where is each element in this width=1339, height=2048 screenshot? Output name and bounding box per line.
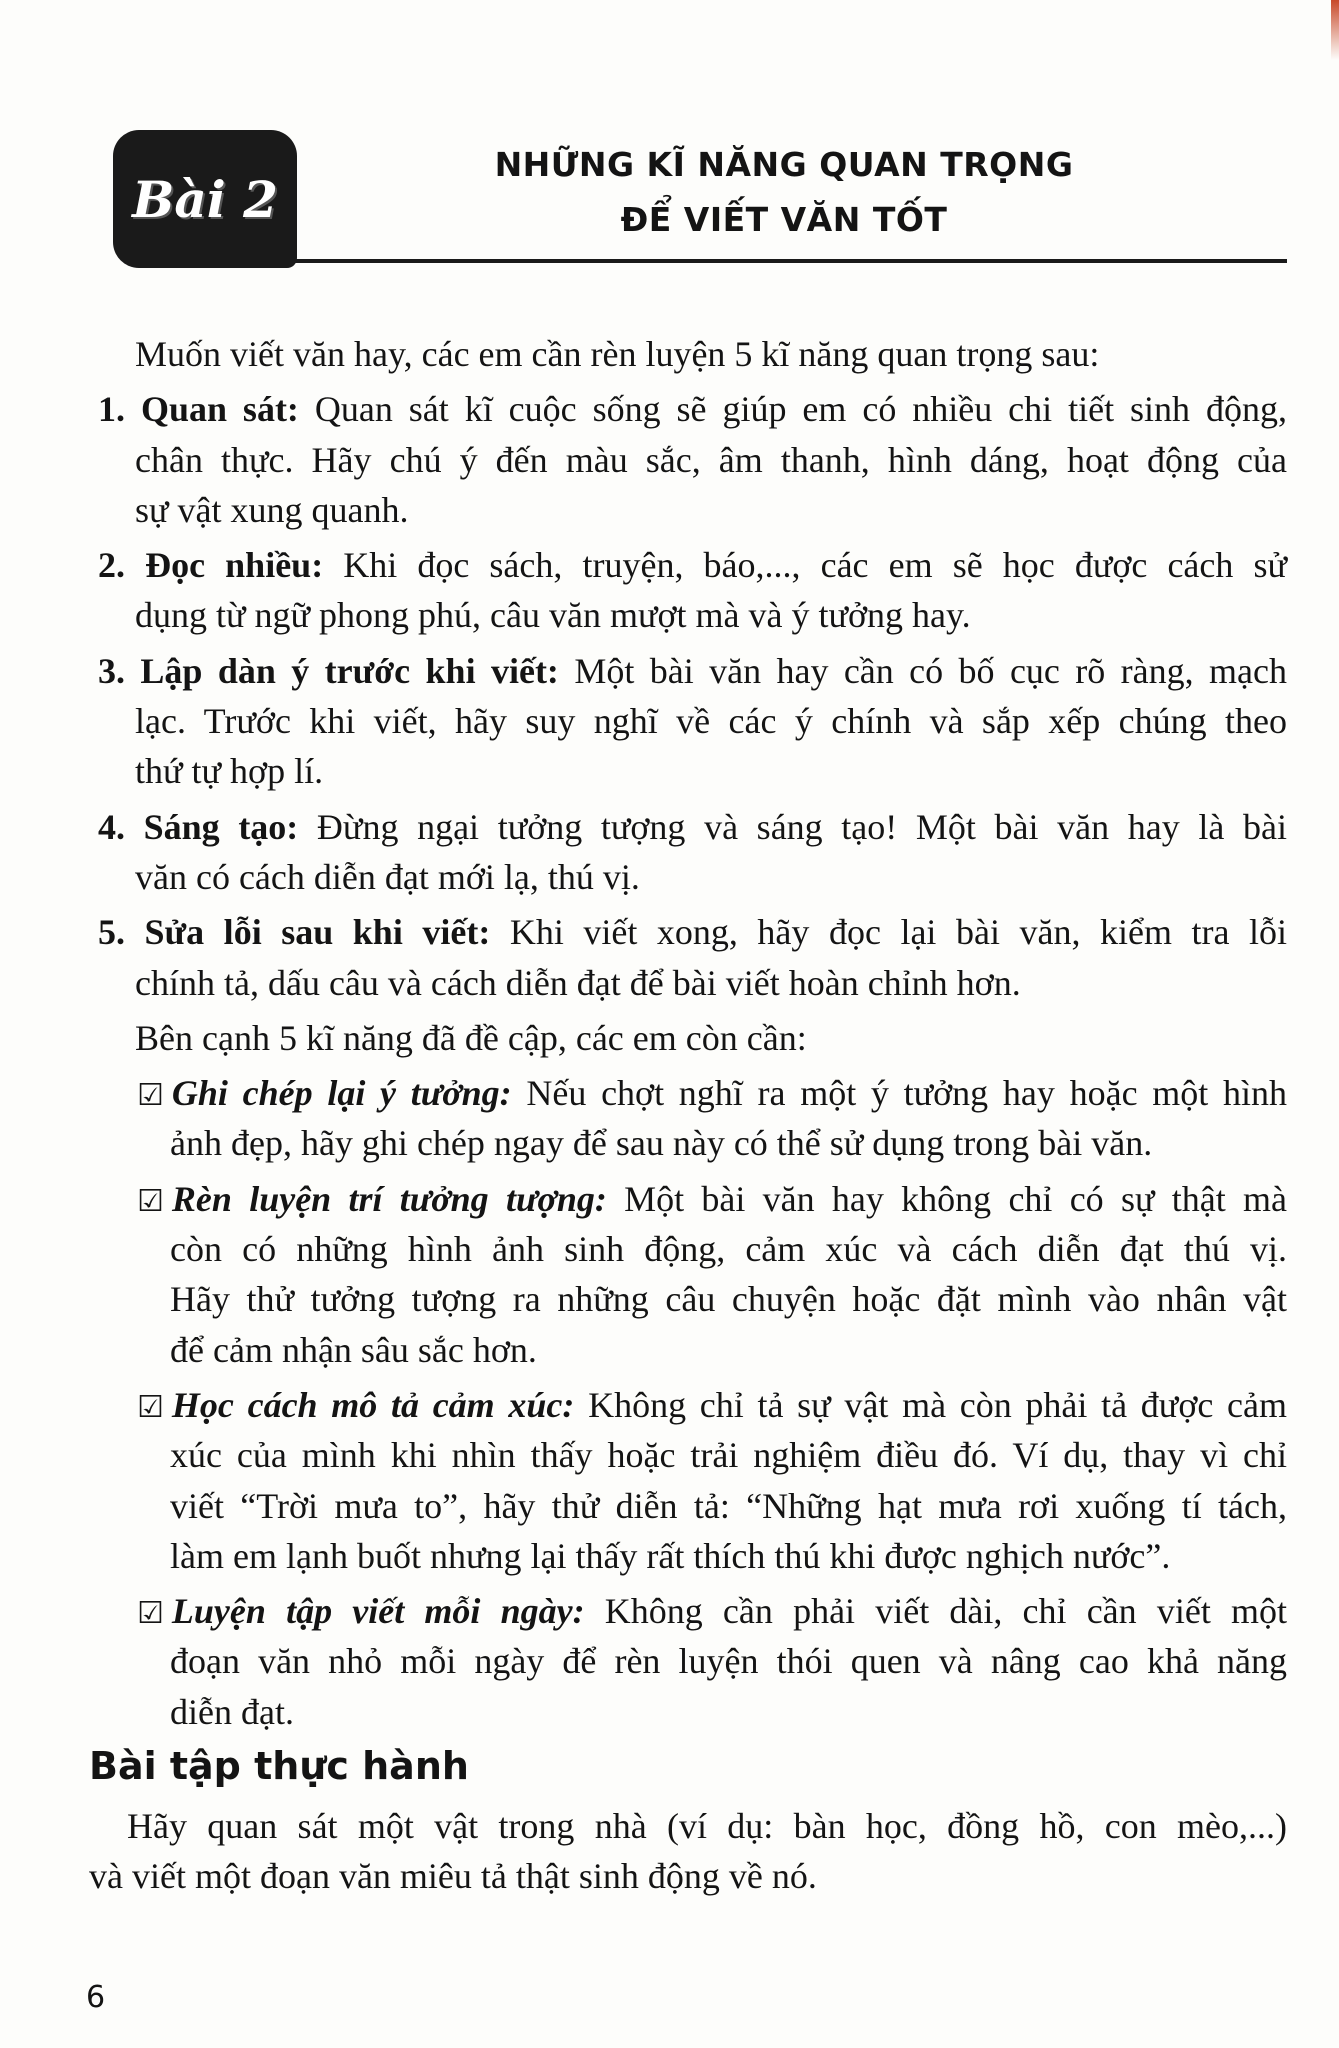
item-line [98,646,1287,696]
item-text: làm em lạnh buốt nhưng lại thấy rất thích thú khi được nghịch nước”. [170,1535,1171,1576]
item-label: 5. Sửa lỗi sau khi viết: [98,912,491,953]
item-line [98,485,1287,535]
checkbox-checked-icon: ☑ [137,1183,164,1219]
item-line [98,852,1287,902]
item-text: đoạn văn nhỏ mỗi ngày để rèn luyện thói quen và nâng cao khả năng [170,1641,1287,1682]
item-line [98,1636,1287,1686]
item-line [98,746,1287,796]
item-text: Không cần phải viết dài, chỉ cần viết một [584,1591,1288,1632]
lesson-badge [113,130,297,268]
item-text: văn có cách diễn đạt mới lạ, thú vị. [135,856,640,897]
item-line [98,1531,1287,1581]
item-text: Khi viết xong, hãy đọc lại bài văn, kiểm tra lỗi [490,912,1287,953]
checklist-item [98,1068,1287,1169]
item-text: thứ tự hợp lí. [135,751,324,792]
item-text: chính tả, dấu câu và cách diễn đạt để bài viết hoàn chỉnh hơn. [135,962,1021,1003]
item-line [98,907,1287,957]
item-line [98,1325,1287,1375]
item-line [98,1274,1287,1324]
page-number: 6 [86,1980,106,2015]
checkbox-checked-icon: ☑ [137,1389,164,1425]
item-text: Khi đọc sách, truyện, báo,..., các em sẽ học được cách sử [323,545,1287,586]
item-line [98,590,1287,640]
item-text: còn có những hình ảnh sinh động, cảm xúc và cách diễn đạt thú vị. [170,1229,1287,1270]
skill-item [98,540,1287,641]
skill-item [98,802,1287,903]
item-text: viết “Trời mưa to”, hãy thử diễn tả: “Những hạt mưa rơi xuống tí tách, [170,1485,1287,1526]
lesson-title-line-1: NHỮNG KĨ NĂNG QUAN TRỌNG [494,145,1074,184]
item-text: Một bài văn hay cần có bố cục rõ ràng, mạch [558,650,1287,691]
exercise-paragraph [89,1801,1287,1902]
skill-item [98,907,1287,1008]
exercise-heading: Bài tập thực hành [89,1744,469,1788]
exercise-line: Hãy quan sát một vật trong nhà (ví dụ: bàn học, đồng hồ, con mèo,...) [127,1806,1287,1846]
lesson-content [98,329,1287,1742]
item-text: Nếu chợt nghĩ ra một ý tưởng hay hoặc một hình [511,1073,1287,1114]
checklist-item [98,1174,1287,1375]
item-line [98,1481,1287,1531]
item-line [98,435,1287,485]
intro-paragraph [98,329,1287,379]
checkbox-checked-icon: ☑ [137,1596,164,1632]
item-line [98,540,1287,590]
item-label: Luyện tập viết mỗi ngày: [171,1591,585,1632]
item-line [98,1118,1287,1168]
item-line [98,1224,1287,1274]
item-line [98,696,1287,746]
item-text: dụng từ ngữ phong phú, câu văn mượt mà và ý tưởng hay. [135,595,971,636]
item-text: chân thực. Hãy chú ý đến màu sắc, âm thanh, hình dáng, hoạt động của [135,439,1287,480]
item-label: 1. Quan sát: [98,389,299,430]
item-text: Không chỉ tả sự vật mà còn phải tả được cảm [574,1384,1287,1425]
item-text: Một bài văn hay không chỉ có sự thật mà [606,1178,1287,1219]
item-label: Ghi chép lại ý tưởng: [171,1073,512,1114]
item-text: ảnh đẹp, hãy ghi chép ngay để sau này có thể sử dụng trong bài văn. [170,1123,1153,1164]
item-line [98,802,1287,852]
item-line [98,384,1287,434]
item-line [98,1380,1287,1430]
page-edge [1331,0,1339,60]
item-label: 2. Đọc nhiều: [98,545,324,586]
item-text: xúc của mình khi nhìn thấy hoặc trải nghiệm điều đó. Ví dụ, thay vì chỉ [170,1435,1287,1476]
item-text: Hãy thử tưởng tượng ra những câu chuyện hoặc đặt mình vào nhân vật [170,1279,1287,1320]
item-line [98,1586,1287,1636]
item-text: diễn đạt. [170,1691,294,1732]
item-label: Học cách mô tả cảm xúc: [171,1384,575,1425]
item-text: để cảm nhận sâu sắc hơn. [170,1329,537,1370]
item-text: Đừng ngại tưởng tượng và sáng tạo! Một bài văn hay là bài [298,806,1287,847]
item-text: sự vật xung quanh. [135,489,409,530]
skills-list [98,384,1287,1008]
lesson-title-line-2: ĐỂ VIẾT VĂN TỐT [620,200,948,239]
item-label: 3. Lập dàn ý trước khi viết: [98,650,559,691]
lesson-badge-label: Bài 2 [132,169,278,229]
title-divider [287,259,1287,263]
checkbox-checked-icon: ☑ [137,1078,164,1114]
exercise-line: và viết một đoạn văn miêu tả thật sinh động về nó. [89,1856,817,1897]
item-line [98,958,1287,1008]
checklist-item [98,1380,1287,1581]
checklist-item [98,1586,1287,1737]
item-text: lạc. Trước khi viết, hãy suy nghĩ về các ý chính và sắp xếp chúng theo [135,701,1287,742]
item-line [98,1687,1287,1737]
skill-item [98,384,1287,535]
extra-skills-list [98,1068,1287,1737]
item-text: Quan sát kĩ cuộc sống sẽ giúp em có nhiều chi tiết sinh động, [298,389,1287,430]
item-line [98,1430,1287,1480]
item-label: Rèn luyện trí tưởng tượng: [171,1178,607,1219]
bridge-line: Bên cạnh 5 kĩ năng đã đề cập, các em còn cần: [135,1017,807,1058]
item-label: 4. Sáng tạo: [98,806,299,847]
item-line [98,1174,1287,1224]
item-line [98,1068,1287,1118]
skill-item [98,646,1287,797]
intro-line: Muốn viết văn hay, các em cần rèn luyện 5 kĩ năng quan trọng sau: [135,334,1100,374]
bridge-paragraph [98,1013,1287,1063]
